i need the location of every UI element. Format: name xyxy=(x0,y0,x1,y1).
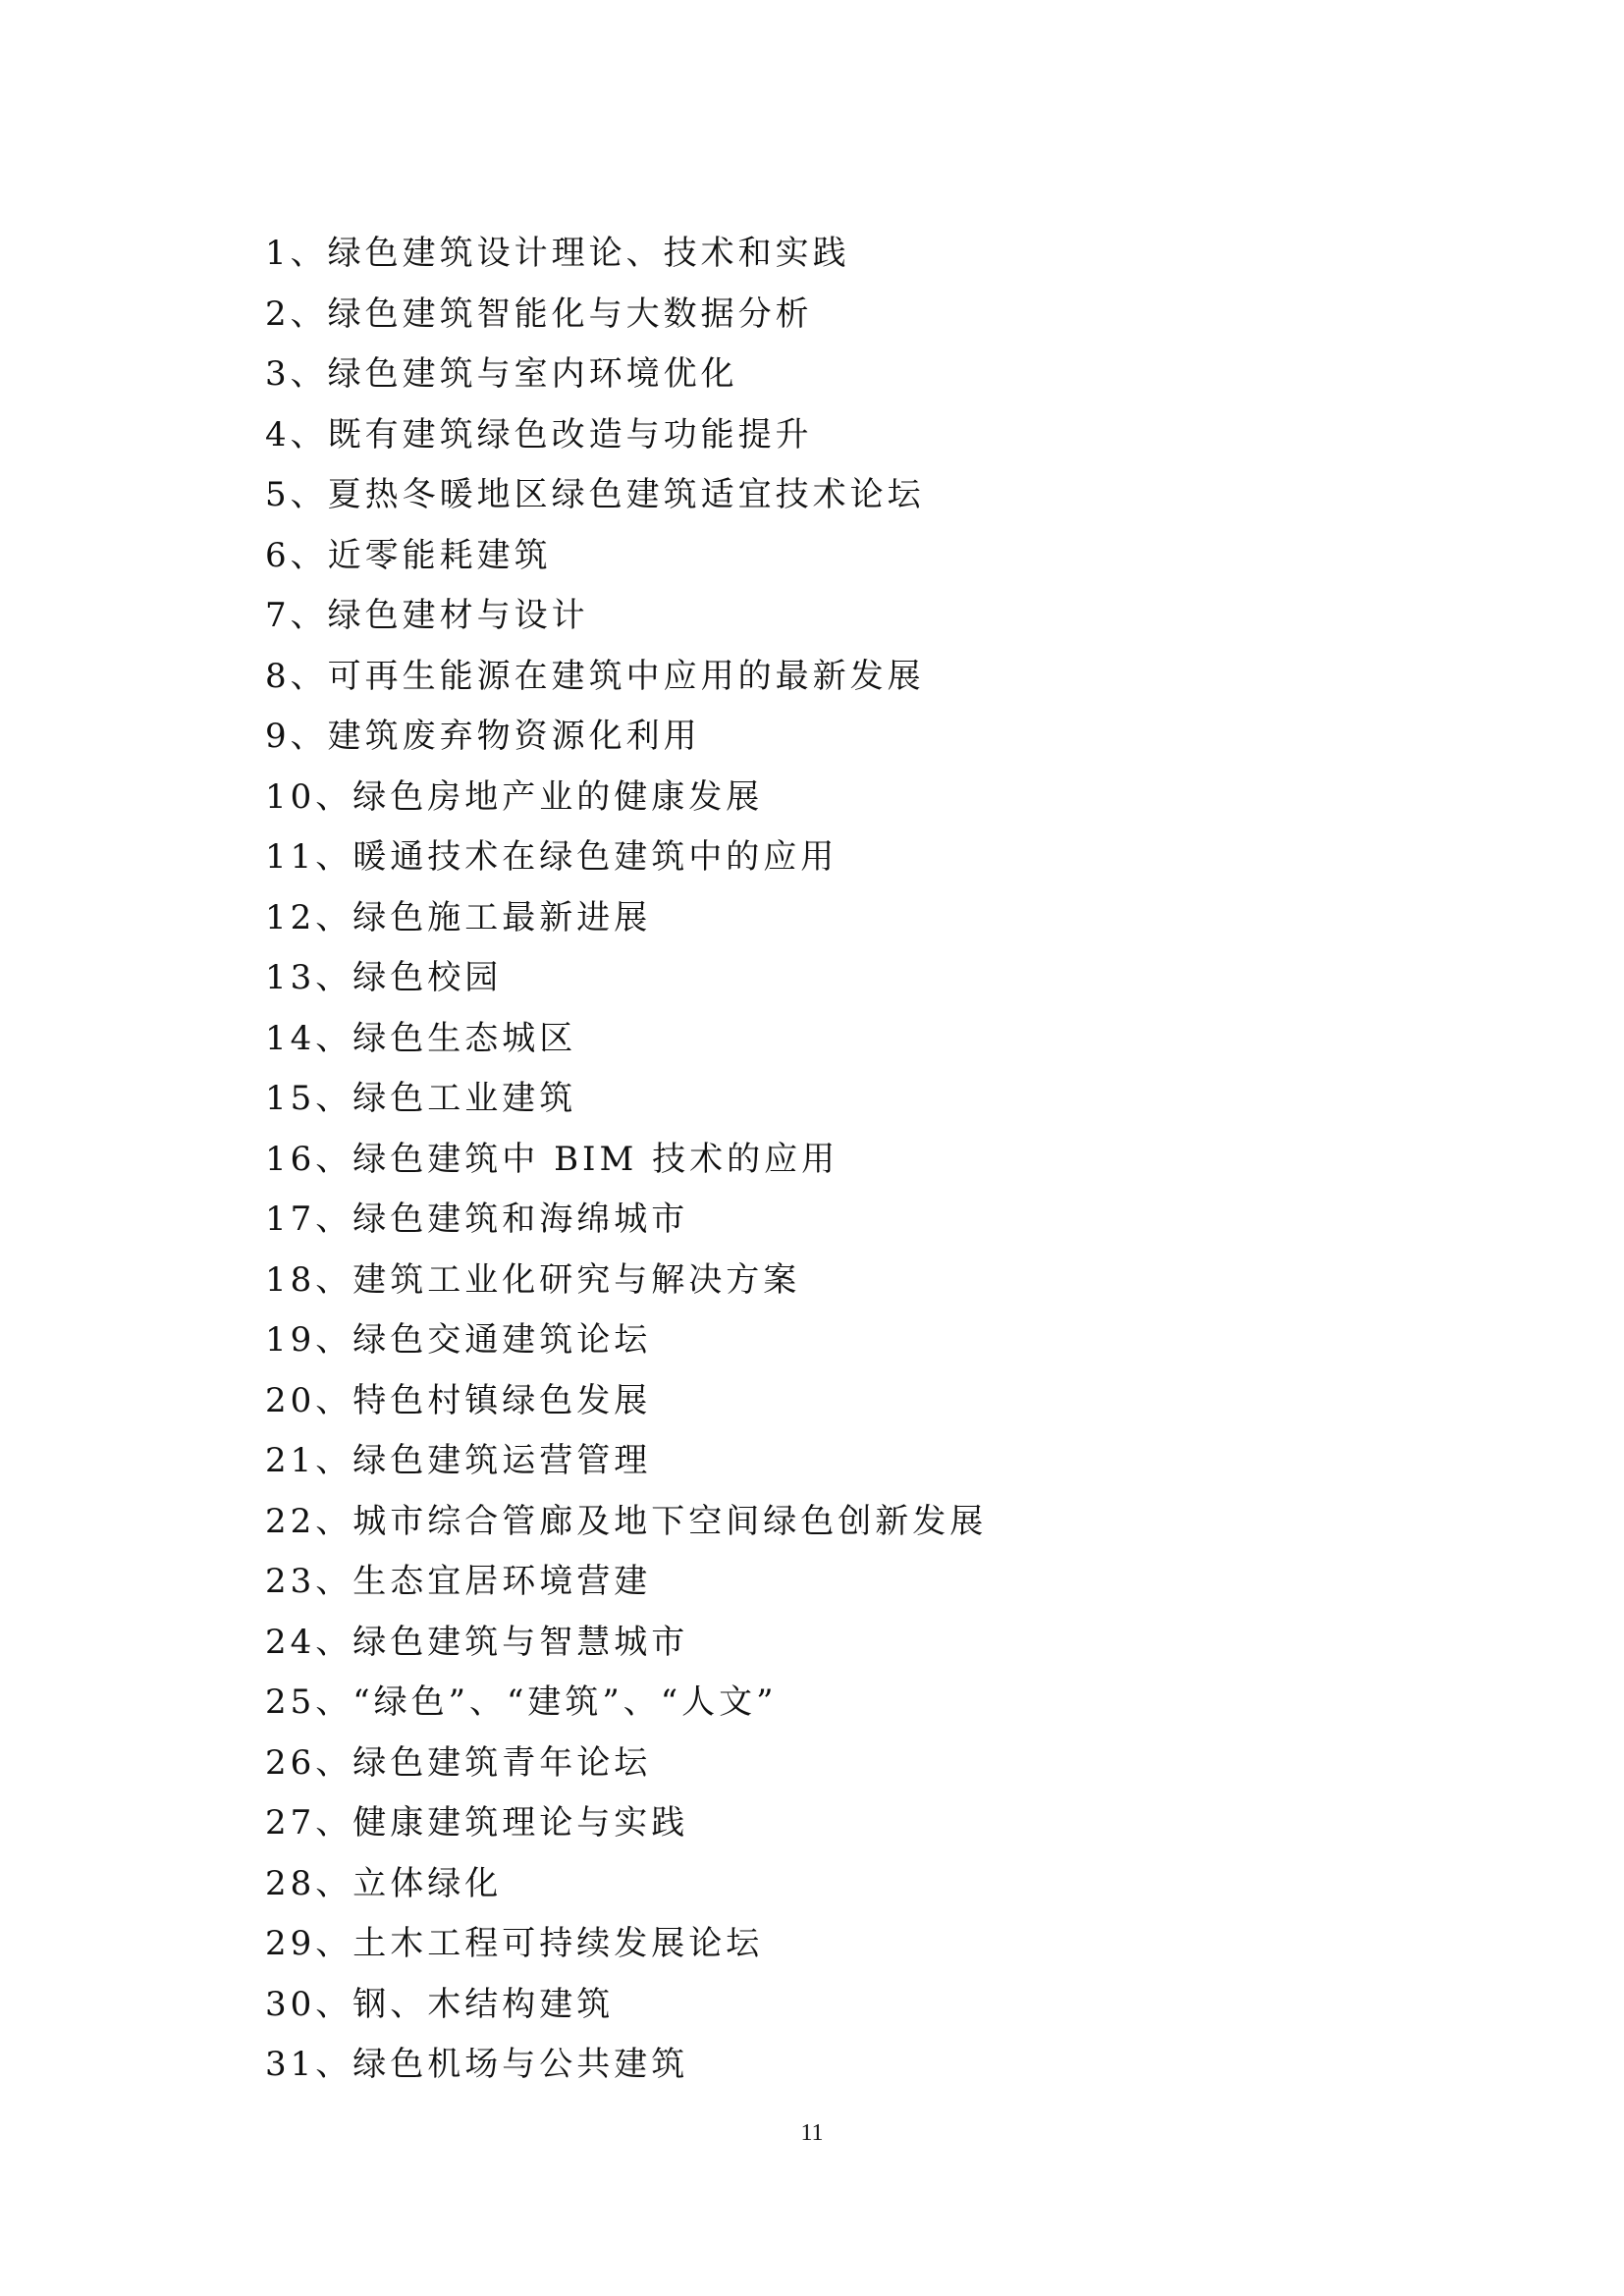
topic-list xyxy=(265,224,987,2096)
topic-item: 16、绿色建筑中 BIM 技术的应用 xyxy=(265,1139,839,1179)
topic-item: 28、立体绿化 xyxy=(265,1863,503,1903)
topic-item: 24、绿色建筑与智慧城市 xyxy=(265,1622,689,1662)
topic-item: 21、绿色建筑运营管理 xyxy=(265,1441,652,1480)
topic-item: 15、绿色工业建筑 xyxy=(265,1079,577,1118)
page-number: 11 xyxy=(800,2120,824,2146)
topic-item: 17、绿色建筑和海绵城市 xyxy=(265,1200,689,1239)
topic-item: 14、绿色生态城区 xyxy=(265,1018,577,1058)
topic-item: 5、夏热冬暖地区绿色建筑适宜技术论坛 xyxy=(265,475,925,514)
topic-item: 8、可再生能源在建筑中应用的最新发展 xyxy=(265,656,925,696)
topic-item: 31、绿色机场与公共建筑 xyxy=(265,2045,689,2084)
topic-item: 3、绿色建筑与室内环境优化 xyxy=(265,354,738,394)
topic-item: 22、城市综合管廊及地下空间绿色创新发展 xyxy=(265,1501,988,1541)
topic-item: 27、健康建筑理论与实践 xyxy=(265,1803,689,1842)
topic-item: 13、绿色校园 xyxy=(265,958,503,997)
topic-item: 18、建筑工业化研究与解决方案 xyxy=(265,1259,801,1300)
topic-item: 11、暖通技术在绿色建筑中的应用 xyxy=(265,837,839,877)
topic-item: 26、绿色建筑青年论坛 xyxy=(265,1742,652,1783)
topic-item: 30、钢、木结构建筑 xyxy=(265,1984,615,2024)
topic-item: 10、绿色房地产业的健康发展 xyxy=(265,776,764,817)
topic-item: 23、生态宜居环境营建 xyxy=(265,1562,652,1601)
topic-item: 4、既有建筑绿色改造与功能提升 xyxy=(265,414,813,454)
topic-item: 7、绿色建材与设计 xyxy=(265,596,589,635)
topic-item: 9、建筑废弃物资源化利用 xyxy=(265,717,701,756)
topic-item: 1、绿色建筑设计理论、技术和实践 xyxy=(265,234,850,273)
topic-item: 6、近零能耗建筑 xyxy=(265,535,552,575)
topic-item: 2、绿色建筑智能化与大数据分析 xyxy=(265,294,813,334)
topic-item: 12、绿色施工最新进展 xyxy=(265,897,652,937)
topic-item: 20、特色村镇绿色发展 xyxy=(265,1380,652,1420)
topic-item: 25、“绿色”、“建筑”、“人文” xyxy=(265,1682,778,1722)
topic-item: 29、土木工程可持续发展论坛 xyxy=(265,1924,764,1963)
topic-item: 19、绿色交通建筑论坛 xyxy=(265,1320,652,1360)
